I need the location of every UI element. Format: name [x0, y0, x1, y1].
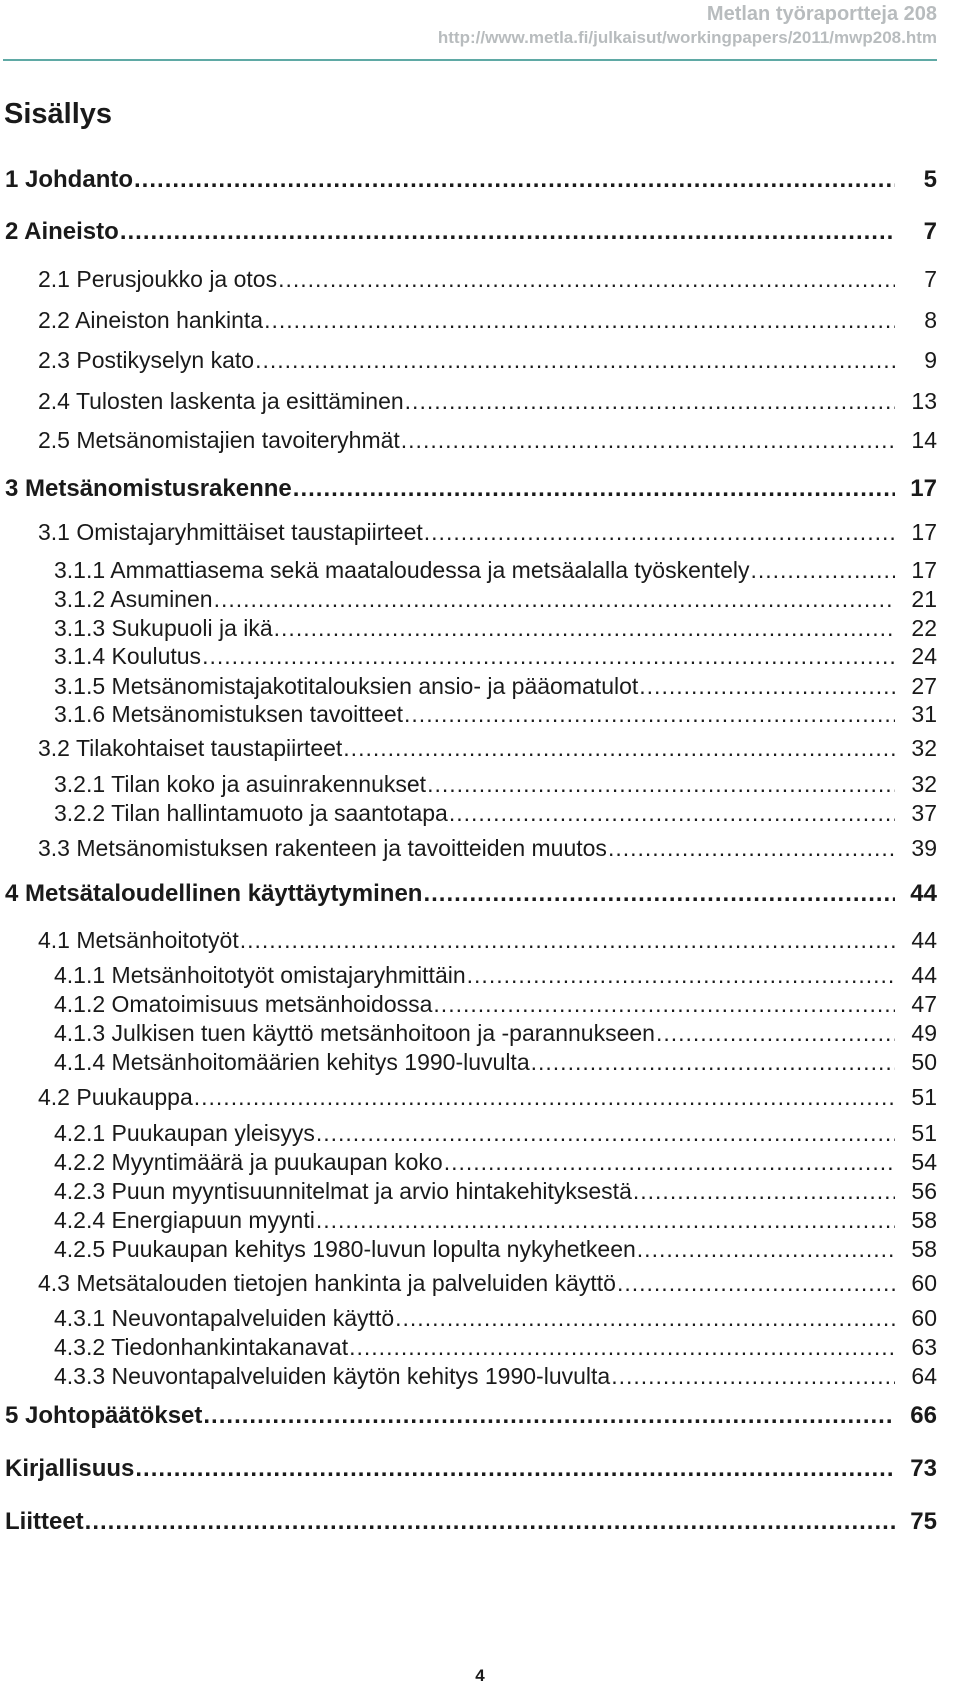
toc-entry-page: 21	[911, 586, 937, 612]
dot-leader	[274, 614, 895, 642]
toc-entry-page: 50	[911, 1049, 937, 1075]
toc-entry-page: 9	[924, 347, 937, 373]
toc-entry[interactable]	[0, 1019, 937, 1047]
toc-entry-page: 24	[911, 643, 937, 669]
dot-leader	[617, 1269, 895, 1297]
toc-entry-label: 4.3 Metsätalouden tietojen hankinta ja palveluiden käyttö	[38, 1270, 616, 1296]
toc-entry-page: 60	[911, 1305, 937, 1331]
toc-entry[interactable]	[0, 614, 937, 642]
dot-leader	[531, 1048, 895, 1076]
toc-entry-page: 60	[911, 1270, 937, 1296]
toc-entry-page: 63	[911, 1334, 937, 1360]
toc-entry-page: 49	[911, 1020, 937, 1046]
toc-entry-label: 4.3.1 Neuvontapalveluiden käyttö	[54, 1305, 395, 1331]
toc-entry[interactable]	[0, 926, 937, 954]
toc-entry-label: 3.1.1 Ammattiasema sekä maataloudessa ja metsäalalla työskentely	[54, 557, 750, 583]
toc-entry[interactable]	[0, 1048, 937, 1076]
dot-leader	[202, 642, 895, 670]
toc-entry-label: 4.1.3 Julkisen tuen käyttö metsänhoitoon ja -parannukseen	[54, 1020, 655, 1046]
dot-leader	[343, 734, 895, 762]
toc-entry-page: 73	[910, 1455, 937, 1482]
toc-heading: Sisällys	[4, 98, 113, 130]
dot-leader	[404, 700, 895, 728]
toc-entry[interactable]	[0, 1235, 937, 1263]
toc-entry-label: 3.1.6 Metsänomistuksen tavoitteet	[54, 701, 404, 727]
toc-entry-page: 58	[911, 1236, 937, 1262]
dot-leader	[637, 1235, 895, 1263]
toc-entry-page: 32	[911, 735, 937, 761]
toc-entry[interactable]	[0, 1333, 937, 1361]
toc-entry-page: 17	[910, 475, 937, 502]
dot-leader	[278, 265, 895, 293]
toc-entry-label: 4.1.4 Metsänhoitomäärien kehitys 1990-luvulta	[54, 1049, 530, 1075]
toc-entry-page: 44	[910, 880, 937, 907]
toc-entry[interactable]	[0, 734, 937, 762]
page-number: 4	[475, 1666, 485, 1685]
toc-entry-label: 5 Johtopäätökset	[5, 1402, 203, 1429]
toc-entry[interactable]	[0, 265, 937, 293]
toc-entry[interactable]	[0, 556, 937, 584]
toc-entry-page: 56	[911, 1178, 937, 1204]
toc-entry[interactable]	[0, 672, 937, 700]
toc-entry-page: 51	[911, 1120, 937, 1146]
dot-leader	[750, 556, 895, 584]
toc-entry-label: Liitteet	[5, 1508, 84, 1535]
toc-entry-page: 64	[911, 1363, 937, 1389]
dot-leader	[349, 1333, 895, 1361]
toc-entry[interactable]	[0, 1119, 937, 1147]
toc-entry-label: 3.2 Tilakohtaiset taustapiirteet	[38, 735, 343, 761]
toc-entry[interactable]	[0, 961, 937, 989]
toc-entry[interactable]	[0, 346, 937, 374]
toc-entry-label: 1 Johdanto	[5, 166, 134, 193]
dot-leader	[120, 218, 895, 246]
toc-entry-label: 2.3 Postikyselyn kato	[38, 347, 255, 373]
publication-url[interactable]: http://www.metla.fi/julkaisut/workingpapers/2011/mwp208.htm	[437, 28, 937, 47]
dot-leader	[423, 880, 895, 908]
dot-leader	[255, 346, 895, 374]
toc-entry[interactable]	[0, 700, 937, 728]
toc-entry-label: 4.3.2 Tiedonhankintakanavat	[54, 1334, 349, 1360]
dot-leader	[240, 926, 895, 954]
toc-entry-page: 5	[923, 166, 937, 193]
series-title: Metlan työraportteja 208	[706, 3, 937, 25]
toc-entry-label: 3.2.1 Tilan koko ja asuinrakennukset	[54, 771, 427, 797]
toc-entry-label: 4.3.3 Neuvontapalveluiden käytön kehitys 1990-luvulta	[54, 1363, 611, 1389]
toc-entry-label: 2.2 Aineiston hankinta	[38, 307, 264, 333]
toc-entry-label: 4.1.2 Omatoimisuus metsänhoidossa	[54, 991, 433, 1017]
toc-entry[interactable]	[0, 1304, 937, 1332]
dot-leader	[264, 306, 895, 334]
dot-leader	[194, 1083, 895, 1111]
toc-entry-label: 4.2 Puukauppa	[38, 1084, 193, 1110]
toc-entry-label: 3.2.2 Tilan hallintamuoto ja saantotapa	[54, 800, 448, 826]
toc-entry-page: 66	[910, 1402, 937, 1429]
dot-leader	[656, 1019, 895, 1047]
toc-entry-page: 32	[911, 771, 937, 797]
toc-entry-label: 3 Metsänomistusrakenne	[5, 475, 292, 502]
toc-entry-label: 4.1.1 Metsänhoitotyöt omistajaryhmittäin	[54, 962, 466, 988]
toc-entry-page: 54	[911, 1149, 937, 1175]
toc-entry-label: 3.1.5 Metsänomistajakotitalouksien ansio- ja pääomatulot	[54, 673, 639, 699]
toc-entry-page: 58	[911, 1207, 937, 1233]
toc-entry[interactable]	[0, 1402, 937, 1430]
toc-entry[interactable]	[0, 1362, 937, 1390]
toc-entry[interactable]	[0, 166, 937, 194]
toc-entry[interactable]	[0, 1083, 937, 1111]
dot-leader	[427, 770, 895, 798]
toc-entry[interactable]	[0, 799, 937, 827]
dot-leader	[203, 1402, 895, 1430]
toc-entry-page: 44	[911, 962, 937, 988]
toc-entry[interactable]	[0, 218, 937, 246]
toc-entry-page: 13	[911, 388, 937, 414]
toc-entry-page: 17	[911, 519, 937, 545]
dot-leader	[639, 672, 895, 700]
toc-entry-label: 3.1 Omistajaryhmittäiset taustapiirteet	[38, 519, 423, 545]
toc-entry[interactable]	[0, 1177, 937, 1205]
toc-entry-label: 4.2.4 Energiapuun myynti	[54, 1207, 315, 1233]
toc-entry[interactable]	[0, 585, 937, 613]
toc-entry-page: 44	[911, 927, 937, 953]
toc-entry[interactable]	[0, 306, 937, 334]
toc-entry-label: 4.1 Metsänhoitotyöt	[38, 927, 239, 953]
toc-entry-label: Kirjallisuus	[5, 1455, 135, 1482]
toc-entry-page: 17	[911, 557, 937, 583]
toc-entry-label: 2 Aineisto	[5, 218, 119, 245]
toc-entry[interactable]	[0, 1508, 937, 1536]
dot-leader	[316, 1206, 895, 1234]
toc-entry-page: 8	[924, 307, 937, 333]
dot-leader	[449, 799, 895, 827]
dot-leader	[316, 1119, 895, 1147]
toc-entry-label: 2.5 Metsänomistajien tavoiteryhmät	[38, 427, 400, 453]
toc-entry[interactable]	[0, 834, 937, 862]
dot-leader	[135, 1455, 895, 1483]
toc-entry-label: 2.4 Tulosten laskenta ja esittäminen	[38, 388, 404, 414]
toc-entry-page: 75	[910, 1508, 937, 1535]
running-header	[438, 1, 937, 49]
toc-entry[interactable]	[0, 642, 937, 670]
toc-entry-page: 7	[924, 266, 937, 292]
dot-leader	[433, 990, 895, 1018]
dot-leader	[611, 1362, 895, 1390]
toc-entry-label: 3.3 Metsänomistuksen rakenteen ja tavoitteiden muutos	[38, 835, 607, 861]
toc-entry-label: 3.1.3 Sukupuoli ja ikä	[54, 615, 273, 641]
toc-entry-label: 4.2.2 Myyntimäärä ja puukaupan koko	[54, 1149, 443, 1175]
dot-leader	[608, 834, 895, 862]
toc-entry[interactable]	[0, 1206, 937, 1234]
toc-entry[interactable]	[0, 880, 937, 908]
toc-entry-label: 3.1.2 Asuminen	[54, 586, 213, 612]
toc-entry-label: 4.2.5 Puukaupan kehitys 1980-luvun lopulta nykyhetkeen	[54, 1236, 636, 1262]
toc-entry-page: 47	[911, 991, 937, 1017]
dot-leader	[633, 1177, 895, 1205]
toc-entry[interactable]	[0, 426, 937, 454]
dot-leader	[134, 166, 895, 194]
toc-entry-label: 4 Metsätaloudellinen käyttäytyminen	[5, 880, 423, 907]
dot-leader	[214, 585, 895, 613]
toc-entry-page: 37	[911, 800, 937, 826]
dot-leader	[444, 1148, 895, 1176]
toc-entry-page: 31	[911, 701, 937, 727]
header-divider	[3, 59, 937, 61]
toc-entry[interactable]	[0, 387, 937, 415]
toc-entry[interactable]	[0, 1148, 937, 1176]
toc-entry-page: 27	[911, 673, 937, 699]
toc-entry-page: 14	[911, 427, 937, 453]
toc-entry-label: 3.1.4 Koulutus	[54, 643, 202, 669]
toc-entry[interactable]	[0, 990, 937, 1018]
toc-entry[interactable]	[0, 518, 937, 546]
toc-entry[interactable]	[0, 1455, 937, 1483]
dot-leader	[293, 475, 895, 503]
toc-entry-label: 4.2.1 Puukaupan yleisyys	[54, 1120, 315, 1146]
toc-entry[interactable]	[0, 475, 937, 503]
dot-leader	[405, 387, 895, 415]
dot-leader	[401, 426, 895, 454]
toc-entry[interactable]	[0, 770, 937, 798]
toc-entry-label: 4.2.3 Puun myyntisuunnitelmat ja arvio hintakehityksestä	[54, 1178, 632, 1204]
toc-entry-page: 51	[911, 1084, 937, 1110]
toc-entry-label: 2.1 Perusjoukko ja otos	[38, 266, 278, 292]
dot-leader	[424, 518, 895, 546]
toc-entry-page: 39	[911, 835, 937, 861]
toc-entry-page: 7	[923, 218, 937, 245]
toc-entry-page: 22	[911, 615, 937, 641]
dot-leader	[85, 1508, 895, 1536]
toc-entry[interactable]	[0, 1269, 937, 1297]
dot-leader	[395, 1304, 895, 1332]
dot-leader	[467, 961, 895, 989]
